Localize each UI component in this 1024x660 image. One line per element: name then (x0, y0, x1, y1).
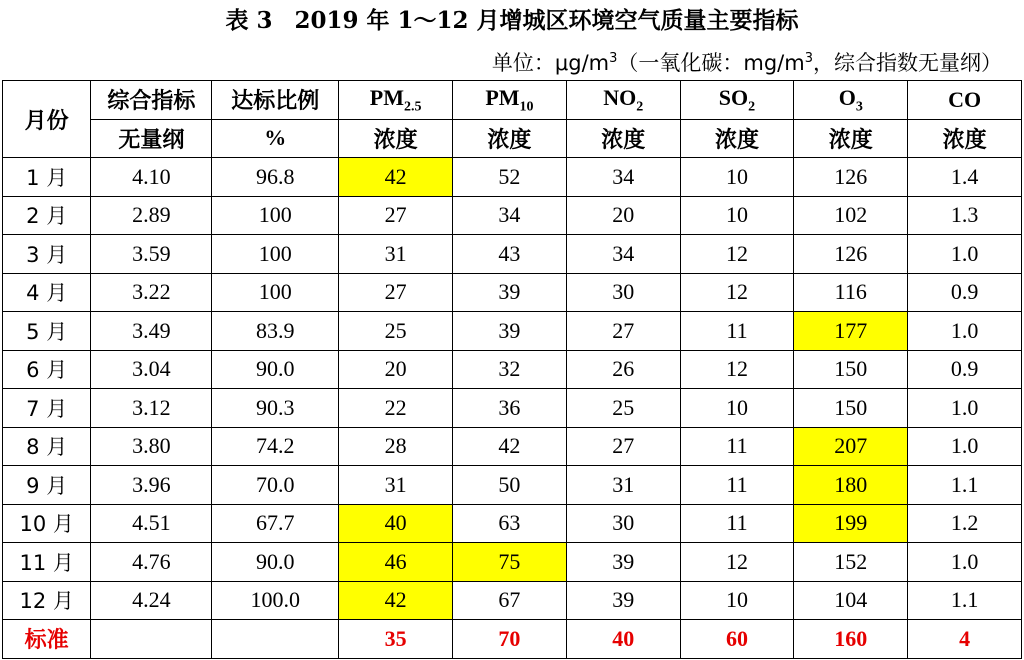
cell-month: 1 月 (3, 158, 91, 197)
table-row (3, 543, 1022, 582)
header-so2-sub: 2 (748, 98, 756, 114)
cell-o3: 180 (794, 466, 908, 505)
cell-no2: 27 (566, 312, 680, 351)
cell-pm10: 42 (453, 427, 567, 466)
cell-pm25: 22 (339, 389, 453, 428)
unit-note-part: （一氧化碳：mg/m (617, 51, 805, 75)
table-number: 表 3 (225, 7, 273, 34)
cell-pm10: 63 (453, 504, 567, 543)
header-row-1 (3, 81, 1022, 120)
cell-pm10: 43 (453, 235, 567, 274)
cell-pm10: 52 (453, 158, 567, 197)
header-o3 (794, 81, 908, 120)
cell-ratio: 90.0 (212, 543, 339, 582)
cell-pm10: 32 (453, 350, 567, 389)
cell-so2: 10 (680, 196, 794, 235)
header-pm10-sub: 10 (519, 98, 534, 114)
cell-ratio: 83.9 (212, 312, 339, 351)
cell-ratio: 67.7 (212, 504, 339, 543)
table-row (3, 350, 1022, 389)
cell-no2: 20 (566, 196, 680, 235)
cell-so2: 12 (680, 350, 794, 389)
header-concentration: 浓度 (566, 119, 680, 158)
cell-o3: 102 (794, 196, 908, 235)
standard-co: 4 (908, 620, 1022, 659)
header-concentration: 浓度 (794, 119, 908, 158)
cell-index: 2.89 (91, 196, 212, 235)
cell-index: 4.51 (91, 504, 212, 543)
cell-month: 8 月 (3, 427, 91, 466)
cell-month: 7 月 (3, 389, 91, 428)
cell-so2: 10 (680, 158, 794, 197)
cell-index: 3.04 (91, 350, 212, 389)
cell-index: 3.59 (91, 235, 212, 274)
standard-ratio (212, 620, 339, 659)
header-no2-base: NO (603, 84, 637, 110)
cell-index: 4.76 (91, 543, 212, 582)
standard-so2: 60 (680, 620, 794, 659)
header-so2 (680, 81, 794, 120)
cell-no2: 30 (566, 273, 680, 312)
cell-o3: 207 (794, 427, 908, 466)
unit-note (492, 44, 1002, 78)
cell-co: 1.0 (908, 427, 1022, 466)
header-pm25-sub: 2.5 (403, 98, 422, 114)
cell-co: 1.0 (908, 235, 1022, 274)
cell-so2: 11 (680, 312, 794, 351)
standard-pm25: 35 (339, 620, 453, 659)
table-body (3, 81, 1022, 659)
cell-month: 3 月 (3, 235, 91, 274)
cell-ratio: 100 (212, 196, 339, 235)
cell-o3: 116 (794, 273, 908, 312)
cell-pm25: 27 (339, 273, 453, 312)
cell-pm25: 27 (339, 196, 453, 235)
cell-o3: 126 (794, 158, 908, 197)
header-co: CO (908, 81, 1022, 120)
header-concentration: 浓度 (680, 119, 794, 158)
cell-pm10: 50 (453, 466, 567, 505)
header-o3-sub: 3 (855, 98, 863, 114)
header-pm10-base: PM (485, 84, 520, 110)
cell-co: 1.2 (908, 504, 1022, 543)
cell-co: 1.0 (908, 389, 1022, 428)
cell-ratio: 90.3 (212, 389, 339, 428)
cell-ratio: 90.0 (212, 350, 339, 389)
cell-ratio: 100 (212, 273, 339, 312)
table-row (3, 158, 1022, 197)
cell-pm25: 42 (339, 158, 453, 197)
unit-superscript: 3 (804, 51, 813, 66)
cell-no2: 27 (566, 427, 680, 466)
cell-month: 11 月 (3, 543, 91, 582)
cell-no2: 39 (566, 543, 680, 582)
unit-superscript: 3 (609, 51, 618, 66)
header-concentration: 浓度 (339, 119, 453, 158)
cell-so2: 11 (680, 504, 794, 543)
cell-pm25: 20 (339, 350, 453, 389)
cell-pm25: 28 (339, 427, 453, 466)
cell-ratio: 74.2 (212, 427, 339, 466)
standard-o3: 160 (794, 620, 908, 659)
table-row (3, 466, 1022, 505)
header-no2-sub: 2 (636, 98, 644, 114)
cell-so2: 10 (680, 581, 794, 620)
cell-month: 4 月 (3, 273, 91, 312)
cell-pm25: 46 (339, 543, 453, 582)
cell-so2: 12 (680, 273, 794, 312)
table-row (3, 196, 1022, 235)
header-pm25 (339, 81, 453, 120)
cell-o3: 199 (794, 504, 908, 543)
cell-pm10: 39 (453, 312, 567, 351)
cell-index: 3.80 (91, 427, 212, 466)
header-index-top: 综合指标 (91, 81, 212, 120)
standard-label: 标准 (3, 620, 91, 659)
header-ratio-top: 达标比例 (212, 81, 339, 120)
cell-o3: 150 (794, 350, 908, 389)
cell-ratio: 100 (212, 235, 339, 274)
cell-ratio: 96.8 (212, 158, 339, 197)
cell-pm10: 75 (453, 543, 567, 582)
cell-pm10: 36 (453, 389, 567, 428)
cell-co: 1.0 (908, 543, 1022, 582)
header-concentration: 浓度 (908, 119, 1022, 158)
cell-pm25: 40 (339, 504, 453, 543)
cell-o3: 104 (794, 581, 908, 620)
cell-month: 9 月 (3, 466, 91, 505)
cell-o3: 126 (794, 235, 908, 274)
cell-index: 4.10 (91, 158, 212, 197)
cell-month: 5 月 (3, 312, 91, 351)
cell-index: 3.49 (91, 312, 212, 351)
cell-no2: 31 (566, 466, 680, 505)
cell-pm25: 25 (339, 312, 453, 351)
unit-note-part: ，综合指数无量纲） (813, 51, 1002, 75)
header-o3-base: O (838, 84, 856, 110)
cell-month: 12 月 (3, 581, 91, 620)
cell-co: 1.4 (908, 158, 1022, 197)
cell-o3: 177 (794, 312, 908, 351)
header-so2-base: SO (718, 84, 749, 110)
cell-co: 0.9 (908, 273, 1022, 312)
cell-month: 6 月 (3, 350, 91, 389)
cell-month: 10 月 (3, 504, 91, 543)
header-ratio-bottom: % (212, 119, 339, 158)
table-title (0, 6, 1024, 36)
standard-pm10: 70 (453, 620, 567, 659)
table-row (3, 389, 1022, 428)
cell-co: 1.1 (908, 581, 1022, 620)
table-row (3, 427, 1022, 466)
cell-pm25: 31 (339, 235, 453, 274)
cell-index: 4.24 (91, 581, 212, 620)
table-row (3, 312, 1022, 351)
cell-no2: 30 (566, 504, 680, 543)
cell-index: 3.96 (91, 466, 212, 505)
cell-pm25: 42 (339, 581, 453, 620)
table-row (3, 273, 1022, 312)
standard-no2: 40 (566, 620, 680, 659)
cell-index: 3.12 (91, 389, 212, 428)
cell-pm10: 39 (453, 273, 567, 312)
cell-ratio: 70.0 (212, 466, 339, 505)
table-title-text: 2019 年 1～12 月增城区环境空气质量主要指标 (294, 7, 799, 34)
header-month: 月份 (3, 81, 91, 158)
cell-pm25: 31 (339, 466, 453, 505)
cell-no2: 34 (566, 235, 680, 274)
cell-pm10: 67 (453, 581, 567, 620)
header-index-bottom: 无量纲 (91, 119, 212, 158)
unit-note-part: 单位：μg/m (491, 51, 610, 75)
cell-ratio: 100.0 (212, 581, 339, 620)
cell-so2: 12 (680, 235, 794, 274)
table-row (3, 504, 1022, 543)
standard-row (3, 620, 1022, 659)
header-pm10 (453, 81, 567, 120)
table-row (3, 235, 1022, 274)
cell-so2: 11 (680, 466, 794, 505)
header-row-2 (3, 119, 1022, 158)
cell-co: 1.3 (908, 196, 1022, 235)
cell-o3: 152 (794, 543, 908, 582)
cell-o3: 150 (794, 389, 908, 428)
cell-month: 2 月 (3, 196, 91, 235)
cell-co: 0.9 (908, 350, 1022, 389)
header-no2 (566, 81, 680, 120)
cell-co: 1.1 (908, 466, 1022, 505)
cell-so2: 11 (680, 427, 794, 466)
cell-no2: 34 (566, 158, 680, 197)
cell-co: 1.0 (908, 312, 1022, 351)
cell-no2: 25 (566, 389, 680, 428)
standard-index (91, 620, 212, 659)
cell-so2: 12 (680, 543, 794, 582)
cell-so2: 10 (680, 389, 794, 428)
cell-no2: 26 (566, 350, 680, 389)
air-quality-table (2, 80, 1022, 659)
header-concentration: 浓度 (453, 119, 567, 158)
header-pm25-base: PM (369, 84, 404, 110)
cell-pm10: 34 (453, 196, 567, 235)
cell-index: 3.22 (91, 273, 212, 312)
table-row (3, 581, 1022, 620)
cell-no2: 39 (566, 581, 680, 620)
